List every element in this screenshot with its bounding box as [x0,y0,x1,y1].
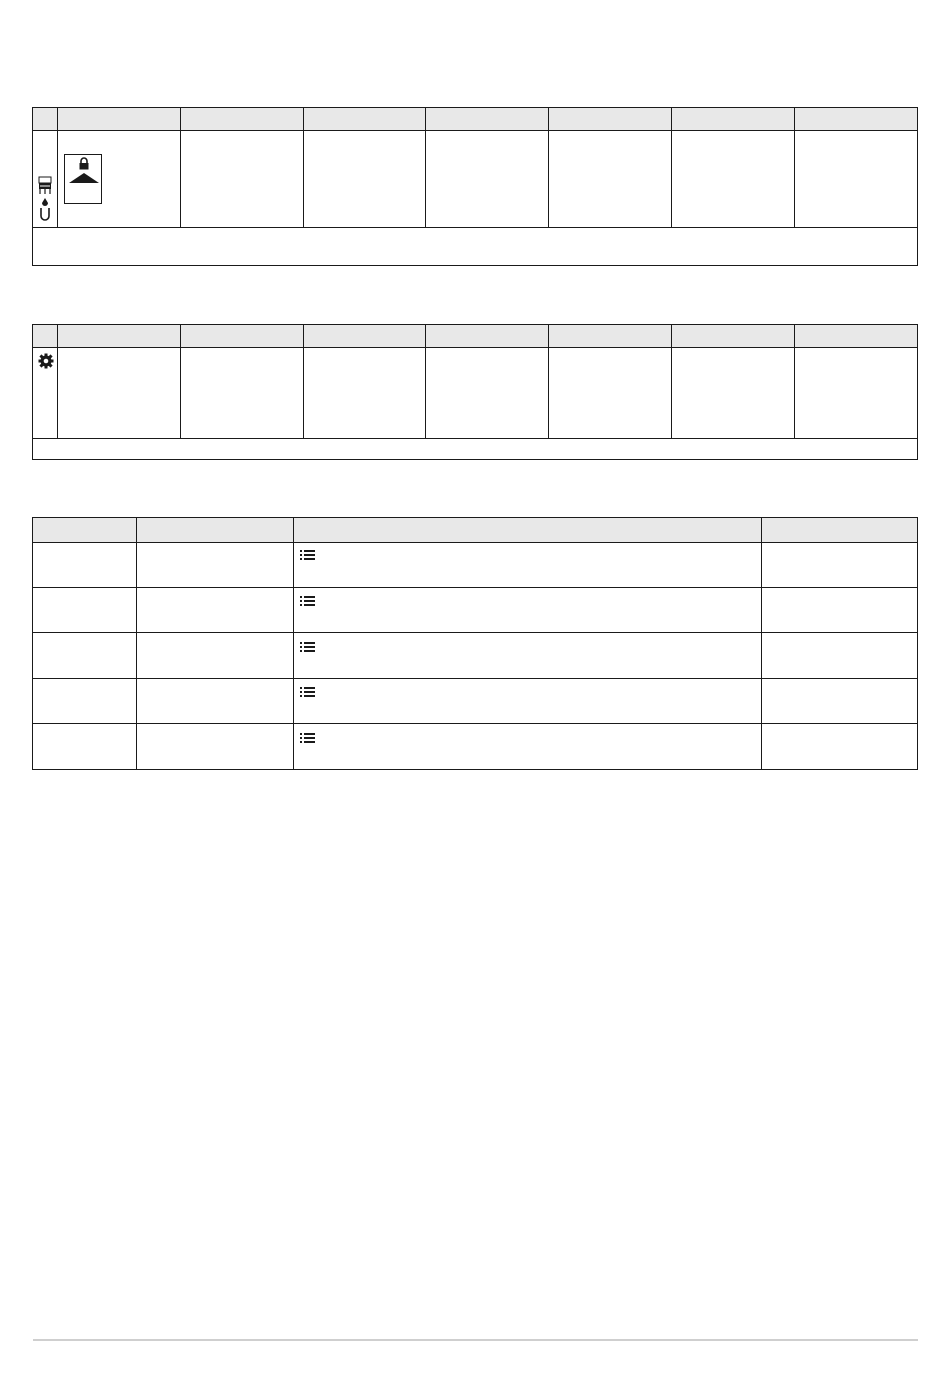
list-icon [300,642,315,652]
lock-indicator-box [64,154,102,204]
table-3 [32,517,918,770]
table-3-header [33,518,917,543]
list-icon [300,596,315,606]
list-icon [300,733,315,743]
table-2 [32,324,918,460]
list-icon [300,550,315,560]
filter-lift-icon [36,176,54,222]
table-1 [32,107,918,266]
table-2-header [33,325,917,348]
gear-icon [38,353,54,369]
list-icon [300,687,315,697]
triangle-up-icon [69,172,99,184]
table-1-header [33,108,917,131]
page-footer-rule [33,1339,918,1341]
lock-icon [78,157,90,170]
